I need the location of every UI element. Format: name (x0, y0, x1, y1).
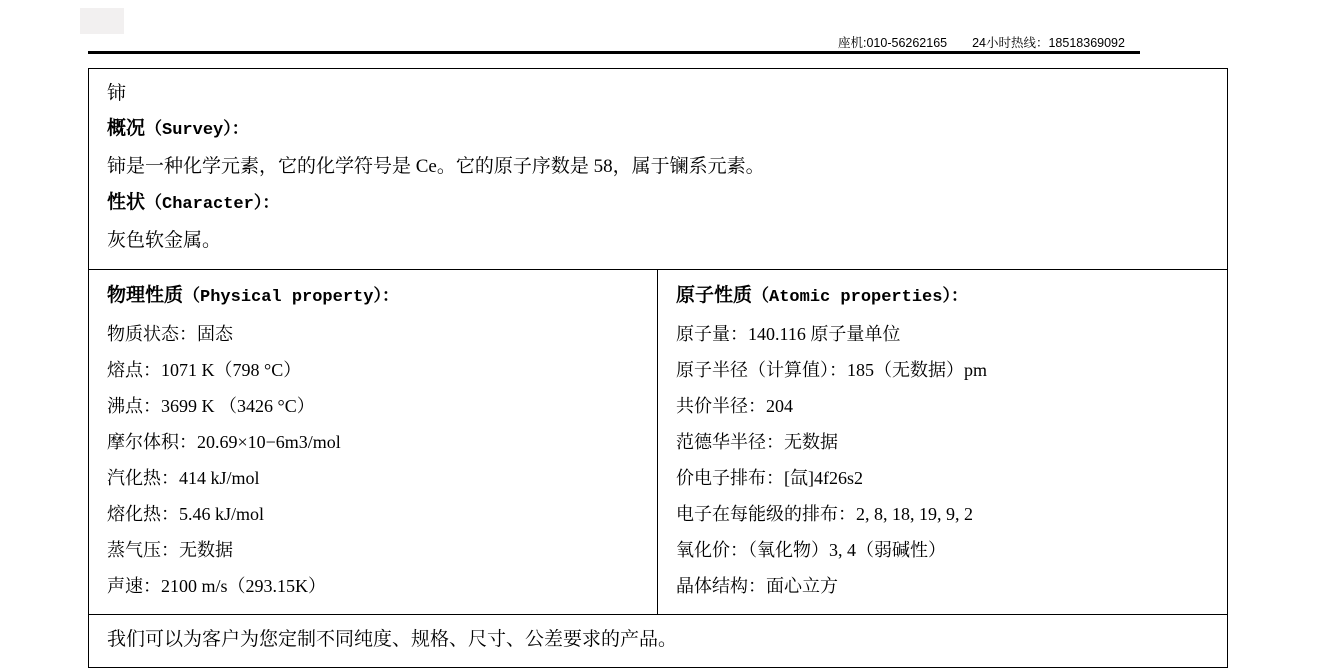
header-phone: 座机:010-56262165 (838, 36, 948, 50)
atomic-property-cell (658, 270, 1227, 614)
physical-property-cell (89, 270, 658, 614)
atomic-heading-cn: 原子性质 (676, 285, 753, 306)
header-contact-info (838, 33, 1125, 51)
element-info-table (88, 68, 1228, 668)
table-row (89, 615, 1227, 667)
table-row (89, 270, 1227, 615)
page-title: 铈 (107, 83, 127, 104)
physical-heading-cn: 物理性质 (107, 285, 184, 306)
list-item: 共价半径：204 (676, 396, 793, 416)
list-item: 价电子排布：[氙]4f26s2 (676, 468, 863, 488)
list-item: 原子量：140.116 原子量单位 (676, 324, 901, 344)
character-body: 灰色软金属。 (107, 230, 222, 251)
list-item: 沸点：3699 K （3426 °C） (107, 396, 315, 416)
list-item: 氧化价：（氧化物）3, 4（弱碱性） (676, 540, 946, 560)
list-item: 熔化热：5.46 kJ/mol (107, 504, 265, 524)
list-item: 熔点：1071 K（798 °C） (107, 360, 302, 380)
list-item: 范德华半径：无数据 (676, 432, 838, 452)
survey-body: 铈是一种化学元素，它的化学符号是 Ce。它的原子序数是 58，属于镧系元素。 (107, 156, 765, 177)
list-item: 物质状态：固态 (107, 324, 233, 344)
atomic-heading (676, 278, 1209, 316)
custom-order-note: 我们可以为客户为您定制不同纯度、规格、尺寸、公差要求的产品。 (107, 629, 678, 650)
atomic-heading-en: （Atomic properties）： (752, 288, 968, 307)
list-item: 声速：2100 m/s（293.15K） (107, 576, 327, 596)
survey-heading-cn: 概况 (107, 118, 146, 139)
table-row (89, 69, 1227, 270)
character-heading-en: （Character）： (145, 195, 280, 214)
list-item: 汽化热：414 kJ/mol (107, 468, 260, 488)
list-item: 电子在每能级的排布：2, 8, 18, 19, 9, 2 (676, 504, 973, 524)
list-item: 晶体结构：面心立方 (676, 576, 838, 596)
custom-order-note-cell (89, 615, 1227, 667)
survey-heading (107, 111, 1209, 149)
list-item: 原子半径（计算值）：185（无数据）pm (676, 360, 987, 380)
survey-heading-en: （Survey）： (145, 121, 249, 140)
logo-placeholder (80, 8, 124, 34)
physical-heading-en: （Physical property）： (183, 288, 399, 307)
character-heading-cn: 性状 (107, 192, 146, 213)
header-hotline: 24小时热线：18518369092 (972, 36, 1125, 50)
list-item: 蒸气压：无数据 (107, 540, 233, 560)
list-item: 摩尔体积：20.69×10−6m3/mol (107, 432, 341, 452)
header-divider (88, 51, 1140, 54)
character-heading (107, 185, 1209, 223)
overview-cell (89, 69, 1227, 269)
physical-heading (107, 278, 639, 316)
